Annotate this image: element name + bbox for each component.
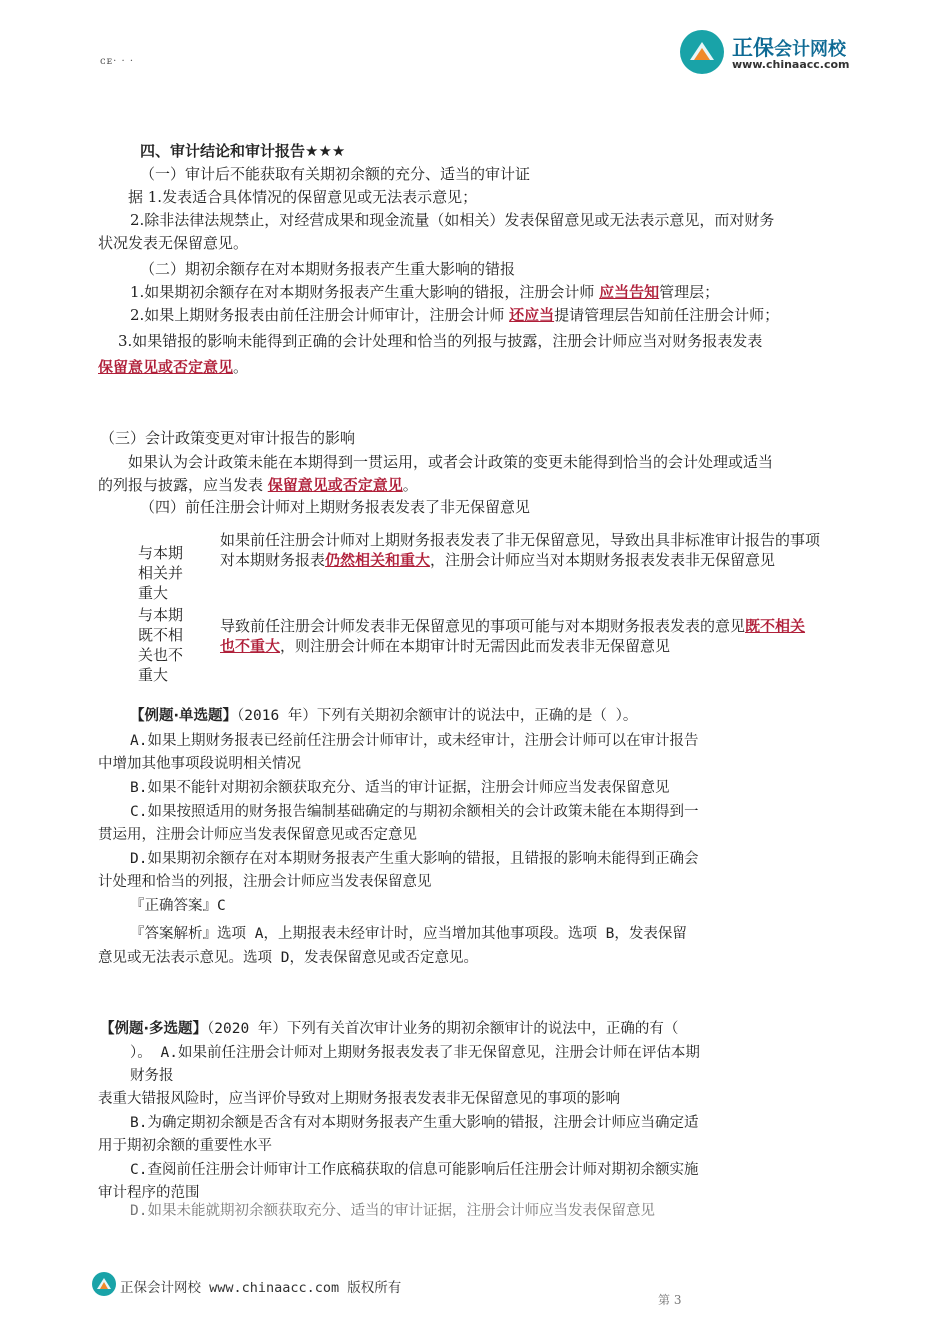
example1-stem: （2016 年）下列有关期初余额审计的说法中，正确的是（ ）。 xyxy=(237,708,638,724)
sub4-title: （四）前任注册会计师对上期财务报表发表了非无保留意见 xyxy=(140,498,531,516)
sub1-item2-cont: 状况发表无保留意见。 xyxy=(98,234,249,252)
sub3-line2-highlight: 保留意见或否定意见 xyxy=(267,476,403,494)
example2-option-a: ）。 A.如果前任注册会计师对上期财务报表发表了非无保留意见，注册会计师在评估本期 xyxy=(130,1045,700,1061)
sub2-item1-end: 管理层； xyxy=(659,283,720,301)
sub2-title: （二）期初余额存在对本期财务报表产生重大影响的错报 xyxy=(140,260,516,278)
example1-option-a: A.如果上期财务报表已经前任注册会计师审计，或未经审计，注册会计师可以在审计报告 xyxy=(130,733,699,749)
table-row1-text-b: ，注册会计师应当对本期财务报表发表非无保留意见 xyxy=(430,551,776,569)
example2-option-a-wrap: 财务报 xyxy=(130,1068,174,1084)
table-row1-highlight: 仍然相关和重大 xyxy=(325,551,431,569)
table-row1-label: 与本期相关并重大 xyxy=(138,544,184,602)
example2-option-b-cont: 用于期初余额的重要性水平 xyxy=(98,1138,272,1154)
logo-url: www.chinaacc.com xyxy=(732,58,850,71)
table-row2-text-b: ，则注册会计师在本期审计时无需因此而发表非无保留意见 xyxy=(280,637,671,655)
sub2-item2-highlight: 还应当 xyxy=(509,306,555,324)
sub3-line2-text: 的列报与披露，应当发表 xyxy=(98,476,268,494)
example1-answer: 『正确答案』C xyxy=(130,898,226,914)
footer-logo-icon xyxy=(92,1272,116,1296)
logo-name-sub: 会计网校 xyxy=(774,39,846,60)
example1-option-d-cont: 计处理和恰当的列报，注册会计师应当发表保留意见 xyxy=(98,874,432,890)
example2-option-c: C.查阅前任注册会计师审计工作底稿获取的信息可能影响后任注册会计师对期初余额实施 xyxy=(130,1162,699,1178)
table-row2-text-a: 导致前任注册会计师发表非无保留意见的事项可能与对本期财务报表发表的意见 xyxy=(220,617,746,635)
example2-option-a-cont: 表重大错报风险时，应当评价导致对上期财务报表发表非无保留意见的事项的影响 xyxy=(98,1091,620,1107)
sub2-item1-highlight: 应当告知 xyxy=(599,283,660,301)
sub2-item3-highlight: 保留意见或否定意见 xyxy=(98,358,234,376)
logo-icon xyxy=(680,30,724,74)
table-row2-label: 与本期既不相关也不重大 xyxy=(138,606,184,684)
example1-analysis-cont: 意见或无法表示意见。选项 D，发表保留意见或否定意见。 xyxy=(98,950,478,966)
example1-option-a-cont: 中增加其他事项段说明相关情况 xyxy=(98,756,301,772)
sub2-item2-text: 2.如果上期财务报表由前任注册会计师审计，注册会计师 xyxy=(130,306,510,324)
example2-option-c-cont: 审计程序的范围 xyxy=(98,1185,200,1201)
sub3-line1: 如果认为会计政策未能在本期得到一贯运用，或者会计政策的变更未能得到恰当的会计处理或适当 xyxy=(128,453,774,471)
example2-option-d: D.如果未能就期初余额获取充分、适当的审计证据，注册会计师应当发表保留意见 xyxy=(130,1203,655,1219)
sub2-item2 xyxy=(130,304,779,327)
example1-option-b: B.如果不能针对期初余额获取充分、适当的审计证据，注册会计师应当发表保留意见 xyxy=(130,780,670,796)
sub2-item3-cont xyxy=(98,356,248,379)
section-title: 四、审计结论和审计报告★★★ xyxy=(140,142,346,160)
sub2-item1-text: 1.如果期初余额存在对本期财务报表产生重大影响的错报，注册会计师 xyxy=(130,283,600,301)
sub3-title: （三）会计政策变更对审计报告的影响 xyxy=(100,429,356,447)
sub2-item3-end: 。 xyxy=(233,358,249,376)
example1-analysis: 『答案解析』选项 A，上期报表未经审计时，应当增加其他事项段。选项 B，发表保留 xyxy=(130,926,687,942)
sub1-item1: 据 1.发表适合具体情况的保留意见或无法表示意见； xyxy=(128,188,478,206)
table-row2-highlight: 既不相关也不重大 xyxy=(220,617,806,655)
header-corner-text: ᴄᴇ· · · xyxy=(100,56,135,67)
example1-header xyxy=(130,704,637,725)
example2-stem: （2020 年）下列有关首次审计业务的期初余额审计的说法中，正确的有（ xyxy=(207,1021,679,1037)
table-row1-text-a: 如果前任注册会计师对上期财务报表发表了非无保留意见，导致出具非标准审计报告的事项对本期财务报表 xyxy=(220,531,821,569)
example2-option-b: B.为确定期初余额是否含有对本期财务报表产生重大影响的错报，注册会计师应当确定适 xyxy=(130,1115,699,1131)
page-number: 第 3 xyxy=(658,1293,682,1307)
example1-option-c: C.如果按照适用的财务报告编制基础确定的与期初余额相关的会计政策未能在本期得到一 xyxy=(130,804,699,820)
footer-copyright: 正保会计网校 www.chinaacc.com 版权所有 xyxy=(120,1280,402,1296)
sub2-item3: 3.如果错报的影响未能得到正确的会计处理和恰当的列报与披露，注册会计师应当对财务报表发表 xyxy=(118,332,763,350)
sub3-line2-end: 。 xyxy=(402,476,418,494)
table-row1-text xyxy=(220,530,820,570)
table-row2-text xyxy=(220,616,820,656)
logo-name-main: 正保 xyxy=(732,36,774,60)
site-logo[interactable] xyxy=(680,30,880,80)
example1-option-d: D.如果期初余额存在对本期财务报表产生重大影响的错报，且错报的影响未能得到正确会 xyxy=(130,851,699,867)
sub1-item2: 2.除非法律法规禁止，对经营成果和现金流量（如相关）发表保留意见或无法表示意见，而对财务 xyxy=(130,211,775,229)
example1-tag: 【例题·单选题】 xyxy=(130,708,238,724)
sub3-line2 xyxy=(98,474,418,497)
example1-option-c-cont: 贯运用，注册会计师应当发表保留意见或否定意见 xyxy=(98,827,417,843)
sub2-item1 xyxy=(130,281,719,304)
sub2-item2-end: 提请管理层告知前任注册会计师； xyxy=(554,306,780,324)
example2-header xyxy=(100,1017,678,1038)
sub1-title: （一）审计后不能获取有关期初余额的充分、适当的审计证 xyxy=(140,165,531,183)
example2-tag: 【例题·多选题】 xyxy=(100,1021,208,1037)
